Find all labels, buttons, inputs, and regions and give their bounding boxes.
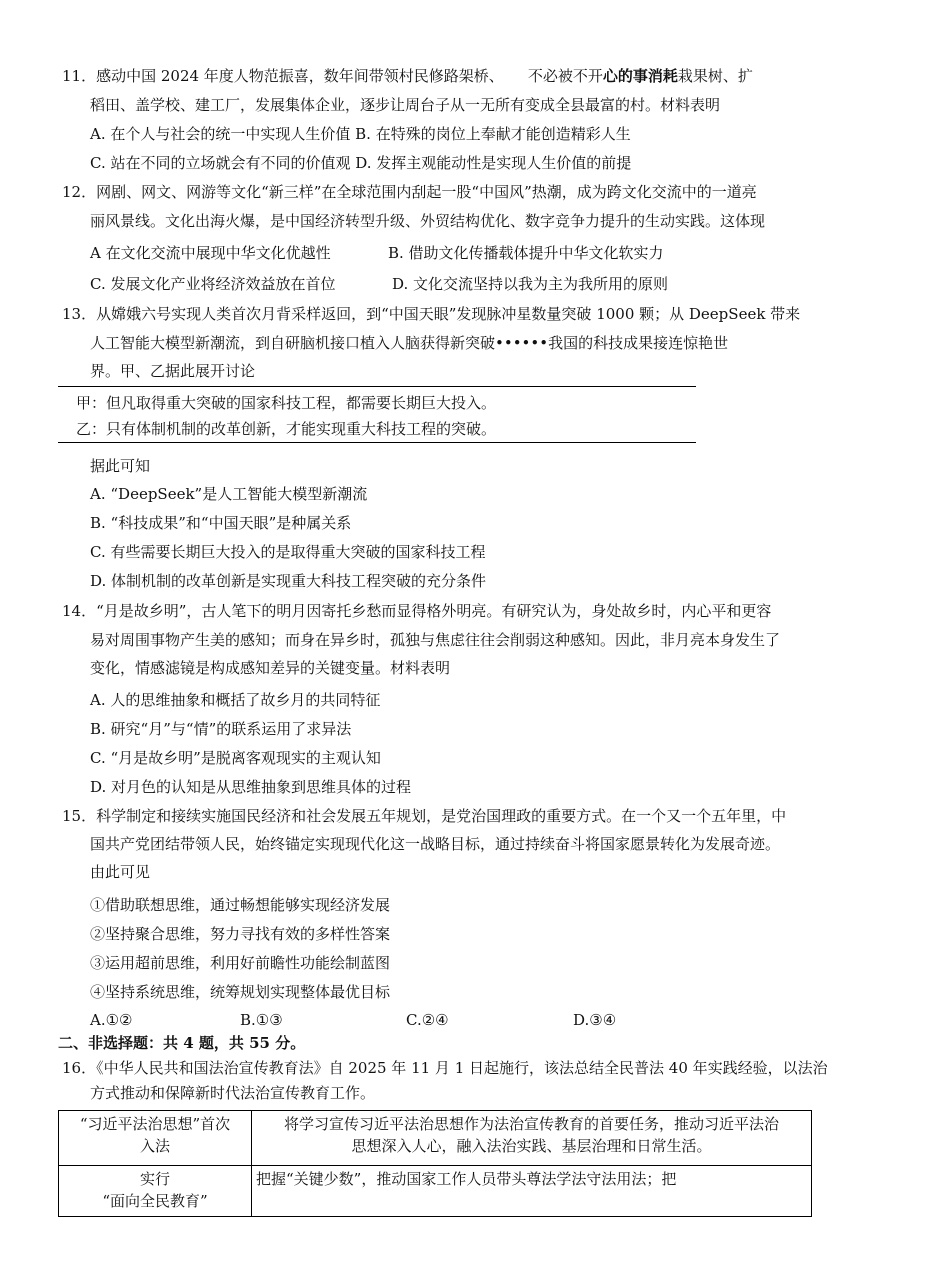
law-table — [58, 1110, 812, 1217]
q11-text-b: 不必被不开 — [527, 67, 603, 85]
q13-yi: 乙：只有体制机制的改革创新，才能实现重大科技工程的突破。 — [76, 420, 497, 438]
cell-text: 将学习宣传习近平法治思想作为法治宣传教育的首要任务，推动习近平法治 — [283, 1115, 779, 1133]
q12-option-a: A 在文化交流中展现中华文化优越性 — [90, 244, 331, 262]
q15-line-2: 国共产党团结带领人民，始终锚定实现现代化这一战略目标，通过持续奋斗将国家愿景转化为发展奇迹。 — [90, 835, 781, 853]
q13-option-a: A. “DeepSeek”是人工智能大模型新潮流 — [90, 485, 368, 503]
table-row — [59, 1166, 812, 1217]
q11-text-c: 栽果树、扩 — [677, 67, 753, 85]
q15-item-1: ①借助联想思维，通过畅想能够实现经济发展 — [90, 896, 391, 914]
q14-line-3: 变化，情感滤镜是构成感知差异的关键变量。材料表明 — [90, 659, 451, 677]
q15-line-3: 由此可见 — [90, 863, 151, 881]
dialogue-bottom-rule — [58, 442, 696, 443]
q14-option-a: A. 人的思维抽象和概括了故乡月的共同特征 — [90, 691, 381, 709]
table-cell-feature — [59, 1166, 252, 1217]
q14-line-2: 易对周围事物产生美的感知；而身在异乡时，孤独与焦虑往往会削弱这种感知。因此，非月亮本身发生了 — [90, 631, 781, 649]
q15-item-3: ③运用超前思维，利用好前瞻性功能绘制蓝图 — [90, 954, 391, 972]
q12-line-1: 12．网剧、网文、网游等文化“新三样”在全球范围内刮起一股“中国风”热潮，成为跨文化交流中的一道亮 — [62, 183, 757, 201]
q15-option-c: C.②④ — [406, 1011, 449, 1029]
q15-option-a: A.①② — [90, 1011, 133, 1029]
q13-line-1: 13．从嫦娥六号实现人类首次月背采样返回，到“中国天眼”发现脉冲星数量突破 1000 颗；从 DeepSeek 带来 — [62, 305, 801, 323]
cell-text: “习近平法治思想”首次 — [79, 1115, 231, 1133]
section-heading: 二、非选择题：共 4 题，共 55 分。 — [58, 1034, 306, 1052]
q11-text-bold: 心的事消耗 — [602, 67, 678, 85]
q11-option-ab: A. 在个人与社会的统一中实现人生价值 B. 在特殊的岗位上奉献才能创造精彩人生 — [90, 125, 631, 143]
q15-item-2: ②坚持聚合思维，努力寻找有效的多样性答案 — [90, 925, 391, 943]
table-cell-feature — [59, 1111, 252, 1166]
table-row — [59, 1111, 812, 1166]
q11-text-a: 11．感动中国 2024 年度人物范振喜，数年间带领村民修路架桥、 — [62, 67, 504, 85]
table-cell-content — [252, 1111, 812, 1166]
q13-line-3: 界。甲、乙据此展开讨论 — [90, 362, 256, 380]
q13-option-d: D. 体制机制的改革创新是实现重大科技工程突破的充分条件 — [90, 572, 487, 590]
q15-option-d: D.③④ — [573, 1011, 617, 1029]
q15-item-4: ④坚持系统思维，统筹规划实现整体最优目标 — [90, 983, 391, 1001]
q11-line-1 — [62, 66, 753, 86]
q12-option-c: C. 发展文化产业将经济效益放在首位 — [90, 275, 336, 293]
q12-option-d: D. 文化交流坚持以我为主为我所用的原则 — [392, 275, 669, 293]
q15-option-b: B.①③ — [240, 1011, 283, 1029]
q13-line-2: 人工智能大模型新潮流，到自研脑机接口植入人脑获得新突破••••••我国的科技成果接连惊艳世 — [90, 334, 729, 352]
cell-text: 思想深入人心，融入法治实践、基层治理和日常生活。 — [351, 1137, 712, 1155]
q13-option-b: B. “科技成果”和“中国天眼”是种属关系 — [90, 514, 352, 532]
q13-stem: 据此可知 — [90, 457, 151, 475]
q16-line-2: 方式推动和保障新时代法治宣传教育工作。 — [90, 1084, 376, 1102]
q12-line-2: 丽风景线。文化出海火爆，是中国经济转型升级、外贸结构优化、数字竞争力提升的生动实践。这体现 — [90, 212, 766, 230]
cell-text: 入法 — [139, 1137, 170, 1155]
cell-text: 实行 — [139, 1170, 170, 1188]
cell-text: “面向全民教育” — [102, 1192, 208, 1210]
q11-option-cd: C. 站在不同的立场就会有不同的价值观 D. 发挥主观能动性是实现人生价值的前提 — [90, 154, 632, 172]
q11-line-2: 稻田、盖学校、建工厂，发展集体企业，逐步让周台子从一无所有变成全县最富的村。材料表明 — [90, 96, 721, 114]
q14-option-b: B. 研究“月”与“情”的联系运用了求异法 — [90, 720, 352, 738]
cell-text: 把握“关键少数”，推动国家工作人员带头尊法学法守法用法；把 — [256, 1170, 677, 1188]
q12-option-b: B. 借助文化传播载体提升中华文化软实力 — [388, 244, 664, 262]
table-cell-content — [252, 1166, 812, 1217]
q13-option-c: C. 有些需要长期巨大投入的是取得重大突破的国家科技工程 — [90, 543, 486, 561]
q14-option-d: D. 对月色的认知是从思维抽象到思维具体的过程 — [90, 778, 412, 796]
dialogue-top-rule — [58, 386, 696, 387]
q16-line-1: 16．《中华人民共和国法治宣传教育法》自 2025 年 11 月 1 日起施行，该法总结全民普法 40 年实践经验，以法治 — [62, 1059, 828, 1077]
q15-line-1: 15．科学制定和接续实施国民经济和社会发展五年规划，是党治国理政的重要方式。在一个又一个五年里，中 — [62, 807, 787, 825]
q14-line-1: 14．“月是故乡明”，古人笔下的明月因寄托乡愁而显得格外明亮。有研究认为，身处故乡时，内心平和更容 — [62, 602, 772, 620]
q14-option-c: C. “月是故乡明”是脱离客观现实的主观认知 — [90, 749, 381, 767]
q13-jia: 甲：但凡取得重大突破的国家科技工程，都需要长期巨大投入。 — [76, 394, 497, 412]
